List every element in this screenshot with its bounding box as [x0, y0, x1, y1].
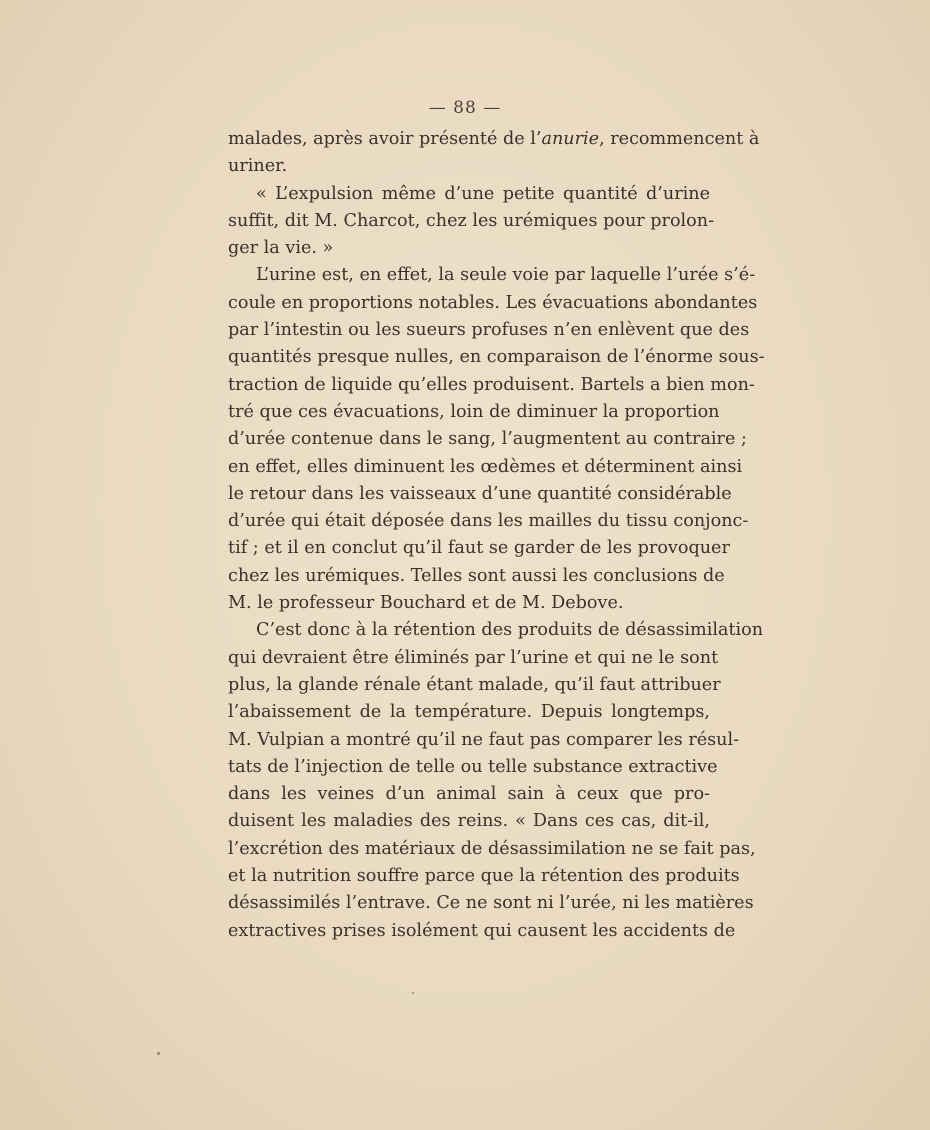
text-line: M. le professeur Bouchard et de M. Debove. — [228, 593, 624, 614]
text-line: l’excrétion des matériaux de désassimilation ne se fait pas, — [228, 838, 756, 859]
paper-speck — [157, 1052, 160, 1055]
text-line: l’abaissement de la température. Depuis longtemps, — [228, 702, 710, 723]
text-line: dans les veines d’un animal sain à ceux que pro- — [228, 784, 710, 805]
text-line: tré que ces évacuations, loin de diminuer la proportion — [228, 401, 720, 422]
text-line: chez les urémiques. Telles sont aussi les conclusions de — [228, 565, 725, 586]
text-line: d’urée contenue dans le sang, l’augmentent au contraire ; — [228, 429, 747, 450]
text-line: en effet, elles diminuent les œdèmes et déterminent ainsi — [228, 456, 743, 477]
text-line: tif ; et il en conclut qu’il faut se garder de les provoquer — [228, 538, 730, 559]
text-line: désassimilés l’entrave. Ce ne sont ni l’urée, ni les matières — [228, 893, 754, 914]
text-line: par l’intestin ou les sueurs profuses n’en enlèvent que des — [228, 320, 750, 341]
text-line: d’urée qui était déposée dans les mailles du tissu conjonc- — [228, 511, 749, 532]
text-line: C’est donc à la rétention des produits de désassimilation — [256, 620, 764, 641]
page-number: — 88 — — [428, 98, 502, 118]
text-line: extractives prises isolément qui causent les accidents de — [228, 920, 736, 941]
text-line: malades, après avoir présenté de l’anurie, recommencent à — [228, 129, 760, 149]
text-line: suffit, dit M. Charcot, chez les urémiques pour prolon- — [228, 210, 715, 231]
text-line: « L’expulsion même d’une petite quantité d’urine — [256, 183, 710, 204]
text-line: et la nutrition souffre parce que la rétention des produits — [228, 866, 740, 887]
text-line: M. Vulpian a montré qu’il ne faut pas comparer les résul- — [228, 729, 740, 750]
text-line: L’urine est, en effet, la seule voie par laquelle l’urée s’é- — [256, 265, 756, 286]
text-line: coule en proportions notables. Les évacuations abondantes — [228, 292, 758, 313]
text-line: uriner. — [228, 156, 288, 177]
text-line: ger la vie. » — [228, 238, 334, 259]
text-line: quantités presque nulles, en comparaison de l’énorme sous- — [228, 347, 765, 368]
text-line: le retour dans les vaisseaux d’une quantité considérable — [228, 483, 732, 504]
text-line: traction de liquide qu’elles produisent. Bartels a bien mon- — [228, 374, 755, 395]
text-line: tats de l’injection de telle ou telle substance extractive — [228, 756, 718, 777]
text-line: plus, la glande rénale étant malade, qu’il faut attribuer — [228, 674, 721, 695]
text-line: qui devraient être éliminés par l’urine et qui ne le sont — [228, 647, 719, 668]
text-line: duisent les maladies des reins. « Dans ces cas, dit-il, — [228, 811, 710, 832]
body-text — [228, 126, 765, 945]
paper-speck — [412, 992, 414, 994]
